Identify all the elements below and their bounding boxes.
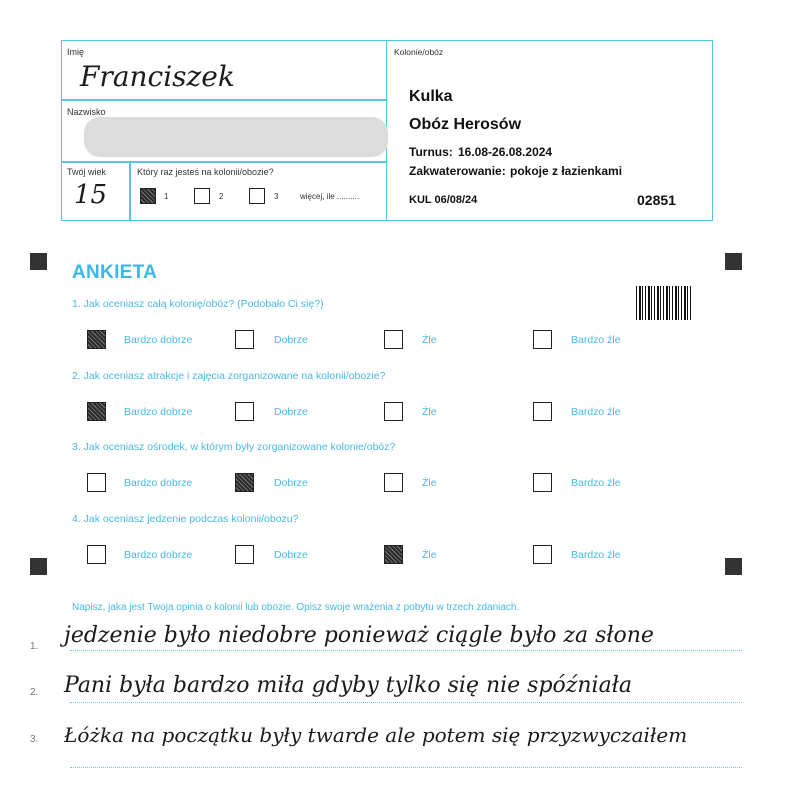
question-1: 1. Jak oceniasz całą kolonię/obóz? (Podobało Ci się?): [72, 298, 324, 310]
lodging-value: pokoje z łazienkami: [510, 164, 623, 178]
q4-checkbox-bardzo-zle[interactable]: [533, 545, 552, 564]
opinion-line-1-number: 1.: [30, 641, 39, 652]
registration-mark-top-right: [725, 253, 742, 270]
q2-option-bardzo-zle: Bardzo źle: [571, 406, 621, 418]
q2-checkbox-zle[interactable]: [384, 402, 403, 421]
q2-option-bardzo-dobrze: Bardzo dobrze: [124, 406, 193, 418]
q3-option-zle: Źle: [422, 477, 437, 489]
header-divider-2: [61, 161, 387, 163]
camp-label: Kolonie/obóz: [394, 47, 444, 57]
question-4: 4. Jak oceniasz jedzenie podczas kolonii/obozu?: [72, 513, 299, 525]
camp-title: Obóz Herosów: [409, 116, 522, 133]
q1-option-bardzo-zle: Bardzo źle: [571, 334, 621, 346]
redacted-surname: [84, 117, 388, 157]
q1-option-bardzo-dobrze: Bardzo dobrze: [124, 334, 193, 346]
opinion-line-2[interactable]: Pani była bardzo miła gdyby tylko się nie spóźniała: [64, 673, 632, 698]
question-2: 2. Jak oceniasz atrakcje i zajęcia zorganizowane na kolonii/obozie?: [72, 370, 386, 382]
q4-checkbox-bardzo-dobrze[interactable]: [87, 545, 106, 564]
times-option-3: 3: [274, 192, 279, 201]
q1-option-zle: Źle: [422, 334, 437, 346]
registration-mark-top-left: [30, 253, 47, 270]
q2-checkbox-bardzo-zle[interactable]: [533, 402, 552, 421]
q3-checkbox-zle[interactable]: [384, 473, 403, 492]
times-checkbox-1[interactable]: [140, 188, 156, 204]
times-option-1: 1: [164, 192, 169, 201]
q2-option-dobrze: Dobrze: [274, 406, 308, 418]
q1-checkbox-bardzo-zle[interactable]: [533, 330, 552, 349]
q3-checkbox-bardzo-dobrze[interactable]: [87, 473, 106, 492]
camp-name: Kulka: [409, 88, 453, 105]
q3-option-bardzo-zle: Bardzo źle: [571, 477, 621, 489]
q4-option-dobrze: Dobrze: [274, 549, 308, 561]
registration-mark-mid-left: [30, 558, 47, 575]
q4-option-zle: Źle: [422, 549, 437, 561]
surname-label: Nazwisko: [67, 107, 106, 117]
times-checkbox-2[interactable]: [194, 188, 210, 204]
opinion-line-1[interactable]: jedzenie było niedobre ponieważ ciągle było za słone: [64, 623, 654, 648]
q2-checkbox-dobrze[interactable]: [235, 402, 254, 421]
camp-code: KUL 06/08/24: [409, 194, 478, 206]
turnus-label: Turnus:: [409, 145, 453, 159]
q3-checkbox-dobrze[interactable]: [235, 473, 254, 492]
q2-checkbox-bardzo-dobrze[interactable]: [87, 402, 106, 421]
name-label: Imię: [67, 47, 85, 57]
q1-checkbox-zle[interactable]: [384, 330, 403, 349]
opinion-line-2-number: 2.: [30, 687, 39, 698]
turnus-value: 16.08-26.08.2024: [458, 145, 553, 159]
opinion-prompt: Napisz, jaka jest Twoja opinia o kolonii lub obozie. Opisz swoje wrażenia z pobytu w trzech zdaniach.: [72, 602, 520, 613]
header-divider-1: [61, 99, 387, 101]
barcode: [636, 286, 691, 320]
header-divider-3: [129, 161, 131, 221]
survey-title: ANKIETA: [72, 262, 158, 283]
times-option-2: 2: [219, 192, 224, 201]
times-label: Który raz jesteś na kolonii/obozie?: [137, 167, 274, 177]
age-value[interactable]: 15: [74, 180, 108, 210]
q1-option-dobrze: Dobrze: [274, 334, 308, 346]
opinion-line-3-rule: [70, 767, 742, 768]
times-option-more: więcej, ile ..........: [300, 192, 360, 201]
times-checkbox-3[interactable]: [249, 188, 265, 204]
age-label: Twój wiek: [67, 167, 107, 177]
lodging-label: Zakwaterowanie:: [409, 164, 506, 178]
q2-option-zle: Źle: [422, 406, 437, 418]
registration-mark-mid-right: [725, 558, 742, 575]
opinion-line-3[interactable]: Łóżka na początku były twarde ale potem się przyzwyczaiłem: [64, 723, 688, 747]
name-value[interactable]: Franciszek: [80, 60, 235, 93]
opinion-line-1-rule: [70, 650, 742, 651]
q3-option-dobrze: Dobrze: [274, 477, 308, 489]
q4-checkbox-dobrze[interactable]: [235, 545, 254, 564]
q1-checkbox-bardzo-dobrze[interactable]: [87, 330, 106, 349]
q3-checkbox-bardzo-zle[interactable]: [533, 473, 552, 492]
q1-checkbox-dobrze[interactable]: [235, 330, 254, 349]
q4-checkbox-zle[interactable]: [384, 545, 403, 564]
question-3: 3. Jak oceniasz ośrodek, w którym były zorganizowane kolonie/obóz?: [72, 441, 396, 453]
q4-option-bardzo-dobrze: Bardzo dobrze: [124, 549, 193, 561]
q4-option-bardzo-zle: Bardzo źle: [571, 549, 621, 561]
form-number: 02851: [637, 192, 676, 208]
q3-option-bardzo-dobrze: Bardzo dobrze: [124, 477, 193, 489]
opinion-line-3-number: 3.: [30, 734, 39, 745]
opinion-line-2-rule: [70, 702, 742, 703]
